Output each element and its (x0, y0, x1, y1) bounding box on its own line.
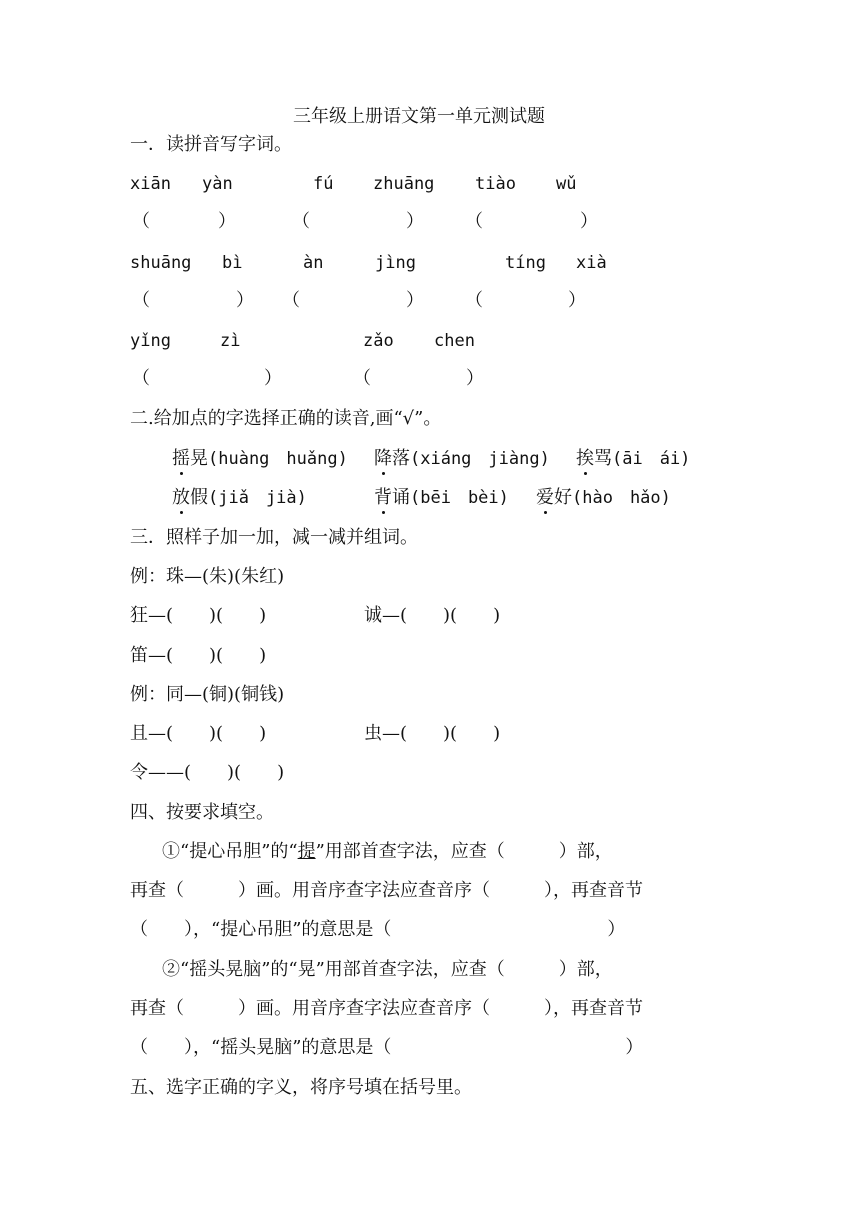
question-1-line-2: 再查（ ）画。用音序查字法应查音序（ ），再查音节 (130, 880, 643, 901)
pinyin-ying: yǐng (130, 331, 171, 351)
dotted-char: 放 (172, 487, 190, 508)
pinyin-tiao: tiào (475, 174, 516, 194)
answer-paren-open: （ (465, 211, 483, 232)
reading-item (576, 448, 690, 470)
example-line: 例：同—(铜)(铜钱) (130, 684, 285, 705)
pinyin-options: (āi ái) (612, 449, 691, 469)
section-3-heading: 三．照样子加一加，减一减并组词。 (130, 527, 418, 548)
question-2-line-1: ②“摇头晃脑”的“晃”用部首查字法，应查（ ）部， (162, 959, 613, 980)
pinyin-options: (hào hǎo) (572, 488, 671, 508)
dotted-char: 爱 (536, 487, 554, 508)
answer-paren-open: （ (132, 368, 150, 389)
answer-paren-close: ） (406, 211, 424, 232)
pinyin-zhuang: zhuāng (373, 174, 435, 194)
answer-paren-close: ） (466, 368, 484, 389)
pinyin-chen: chen (434, 331, 475, 351)
question-text: ①“提心吊胆”的“ (162, 841, 298, 862)
answer-paren-open: （ (282, 290, 300, 311)
answer-paren-open: （ (132, 211, 150, 232)
section-1-heading: 一．读拼音写字词。 (130, 134, 292, 155)
pinyin-xia: xià (576, 253, 607, 273)
item-char: 落 (392, 448, 410, 469)
answer-paren-close: ） (264, 368, 282, 389)
pinyin-shuang: shuāng (130, 253, 192, 273)
item-char: 晃 (190, 448, 208, 469)
answer-paren-open: （ (353, 368, 371, 389)
reading-item (172, 487, 307, 509)
question-2-line-2: 再查（ ）画。用音序查字法应查音序（ ），再查音节 (130, 998, 643, 1019)
exercise-line: 笛—( )( ) (130, 645, 267, 666)
pinyin-an: àn (303, 253, 324, 273)
example-line: 例：珠—(朱)(朱红) (130, 566, 285, 587)
pinyin-zi: zì (220, 331, 241, 351)
answer-paren-open: （ (132, 290, 150, 311)
reading-item (172, 448, 348, 470)
pinyin-options: (xiáng jiàng) (410, 449, 550, 469)
reading-item (536, 487, 671, 509)
answer-paren-close: ） (236, 290, 254, 311)
answer-paren-close: ） (218, 211, 236, 232)
pinyin-jing: jìng (375, 253, 416, 273)
answer-paren-close: ） (568, 290, 586, 311)
pinyin-options: (jiǎ jià) (208, 488, 307, 508)
dotted-char: 挨 (576, 448, 594, 469)
pinyin-wu: wǔ (556, 174, 577, 194)
pinyin-bi: bì (222, 253, 243, 273)
section-2-heading: 二.给加点的字选择正确的读音,画“√”。 (130, 408, 442, 429)
dotted-char: 摇 (172, 448, 190, 469)
dotted-char: 背 (374, 487, 392, 508)
pinyin-yan: yàn (202, 174, 233, 194)
pinyin-ting: tíng (505, 253, 546, 273)
question-1-line-3: （ ），“提心吊胆”的意思是（ ） (130, 919, 626, 940)
reading-item (374, 448, 550, 470)
section-5-heading: 五、选字正确的字义，将序号填在括号里。 (130, 1077, 472, 1098)
answer-paren-close: ） (406, 290, 424, 311)
dotted-char: 降 (374, 448, 392, 469)
question-1-line-1 (162, 841, 613, 863)
section-4-heading: 四、按要求填空。 (130, 802, 274, 823)
exercise-line: 狂—( )( ) (130, 605, 267, 626)
reading-item (374, 487, 509, 509)
answer-paren-open: （ (292, 211, 310, 232)
answer-paren-close: ） (580, 211, 598, 232)
question-text: ”用部首查字法，应查（ ）部， (315, 841, 613, 862)
pinyin-fu: fú (313, 174, 334, 194)
pinyin-xian: xiān (130, 174, 171, 194)
exercise-line: 诚—( )( ) (364, 605, 501, 626)
exercise-line: 虫—( )( ) (364, 723, 501, 744)
pinyin-zao: zǎo (363, 331, 394, 351)
answer-paren-open: （ (465, 290, 483, 311)
pinyin-options: (bēi bèi) (410, 488, 509, 508)
underlined-char: 提 (297, 841, 316, 862)
item-char: 骂 (594, 448, 612, 469)
item-char: 好 (554, 487, 572, 508)
exercise-line: 令——( )( ) (130, 762, 285, 783)
page-title: 三年级上册语文第一单元测试题 (293, 106, 545, 127)
exercise-line: 且—( )( ) (130, 723, 267, 744)
question-2-line-3: （ ），“摇头晃脑”的意思是（ ） (130, 1037, 644, 1058)
item-char: 假 (190, 487, 208, 508)
pinyin-options: (huàng huǎng) (208, 449, 348, 469)
item-char: 诵 (392, 487, 410, 508)
